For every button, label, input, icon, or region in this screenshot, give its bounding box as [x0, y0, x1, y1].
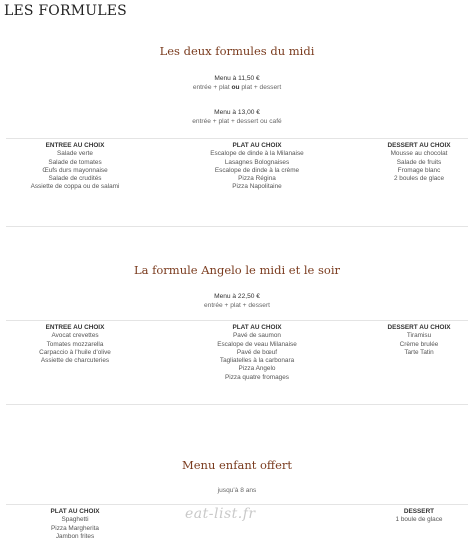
menu-price: Menu à 13,00 €	[214, 109, 260, 116]
list-item: Salade de crudités	[48, 175, 102, 183]
list-item: Escalope de dinde à la Milanaise	[210, 150, 304, 158]
midi-entree-column	[10, 142, 140, 192]
list-item: Carpaccio à l'huile d'olive	[39, 348, 111, 356]
column-head: DESSERT	[403, 508, 435, 515]
list-item: Fromage blanc	[397, 166, 441, 174]
list-item: 2 boules de glace	[393, 175, 445, 183]
menu-price-13-00	[0, 108, 474, 126]
list-item: Spaghetti	[61, 516, 89, 524]
list-item: Pizza Régina	[238, 175, 276, 183]
menu-desc: entrée + plat ou plat + dessert	[192, 84, 282, 91]
list-item: Œufs durs mayonnaise	[42, 166, 108, 174]
section-angelo	[0, 263, 474, 277]
angelo-entree-column	[10, 324, 140, 365]
age-limit: jusqu'à 8 ans	[217, 487, 257, 494]
angelo-plat-column	[182, 324, 332, 382]
enfant-dessert-column	[374, 508, 464, 525]
list-item: Pavé de saumon	[233, 332, 281, 340]
angelo-dessert-column	[374, 324, 464, 357]
divider	[6, 320, 468, 321]
column-head: ENTREE AU CHOIX	[45, 142, 105, 149]
list-item: Lasagnes Bolognaises	[224, 158, 290, 166]
column-head: PLAT AU CHOIX	[232, 324, 282, 331]
menu-price: Menu à 22,50 €	[214, 293, 260, 300]
section-title-midi: Les deux formules du midi	[159, 44, 315, 58]
midi-plat-column	[182, 142, 332, 192]
enfant-plat-column	[10, 508, 140, 541]
menu-price-22-50	[0, 292, 474, 310]
column-head: DESSERT AU CHOIX	[387, 142, 451, 149]
list-item: Assiette de charcuteries	[40, 357, 110, 365]
list-item: 1 boule de glace	[395, 516, 443, 524]
enfant-age	[0, 486, 474, 495]
list-item: Escalope de dinde à la crème	[214, 166, 300, 174]
list-item: Tiramisu	[406, 332, 432, 340]
menu-desc: entrée + plat + dessert ou café	[192, 118, 282, 125]
column-head: ENTREE AU CHOIX	[45, 324, 105, 331]
menu-price: Menu à 11,50 €	[214, 75, 260, 82]
list-item: Crème brulée	[399, 340, 439, 348]
divider	[6, 226, 468, 227]
list-item: Salade verte	[57, 150, 93, 158]
list-item: Avocat crevettes	[51, 332, 99, 340]
list-item: Pizza Margherita	[51, 524, 99, 532]
section-title-enfant: Menu enfant offert	[181, 458, 293, 472]
watermark-logo: eat-list.fr	[185, 506, 256, 522]
menu-desc: entrée + plat + dessert	[204, 302, 270, 309]
list-item: Jambon frites	[55, 532, 95, 540]
column-head: PLAT AU CHOIX	[232, 142, 282, 149]
list-item: Pavé de bœuf	[236, 348, 278, 356]
list-item: Escalope de veau Milanaise	[217, 340, 297, 348]
list-item: Pizza quatre fromages	[225, 373, 289, 381]
list-item: Assiette de coppa ou de salami	[30, 183, 120, 191]
list-item: Mousse au chocolat	[390, 150, 448, 158]
divider	[6, 138, 468, 139]
midi-dessert-column	[374, 142, 464, 183]
divider	[6, 404, 468, 405]
section-enfant	[0, 458, 474, 472]
list-item: Tarte Tatin	[404, 348, 434, 356]
page-title: LES FORMULES	[4, 3, 127, 19]
list-item: Salade de fruits	[396, 158, 442, 166]
list-item: Salade de tomates	[48, 158, 102, 166]
column-head: DESSERT AU CHOIX	[387, 324, 451, 331]
list-item: Pizza Napolitaine	[232, 183, 282, 191]
list-item: Pizza Angelo	[238, 365, 276, 373]
column-head: PLAT AU CHOIX	[50, 508, 100, 515]
list-item: Tagliatelles à la carbonara	[219, 357, 295, 365]
section-title-angelo: La formule Angelo le midi et le soir	[133, 263, 341, 277]
menu-price-11-50	[0, 74, 474, 92]
list-item: Tomates mozzarella	[46, 340, 104, 348]
section-midi	[0, 44, 474, 58]
divider	[6, 504, 468, 505]
